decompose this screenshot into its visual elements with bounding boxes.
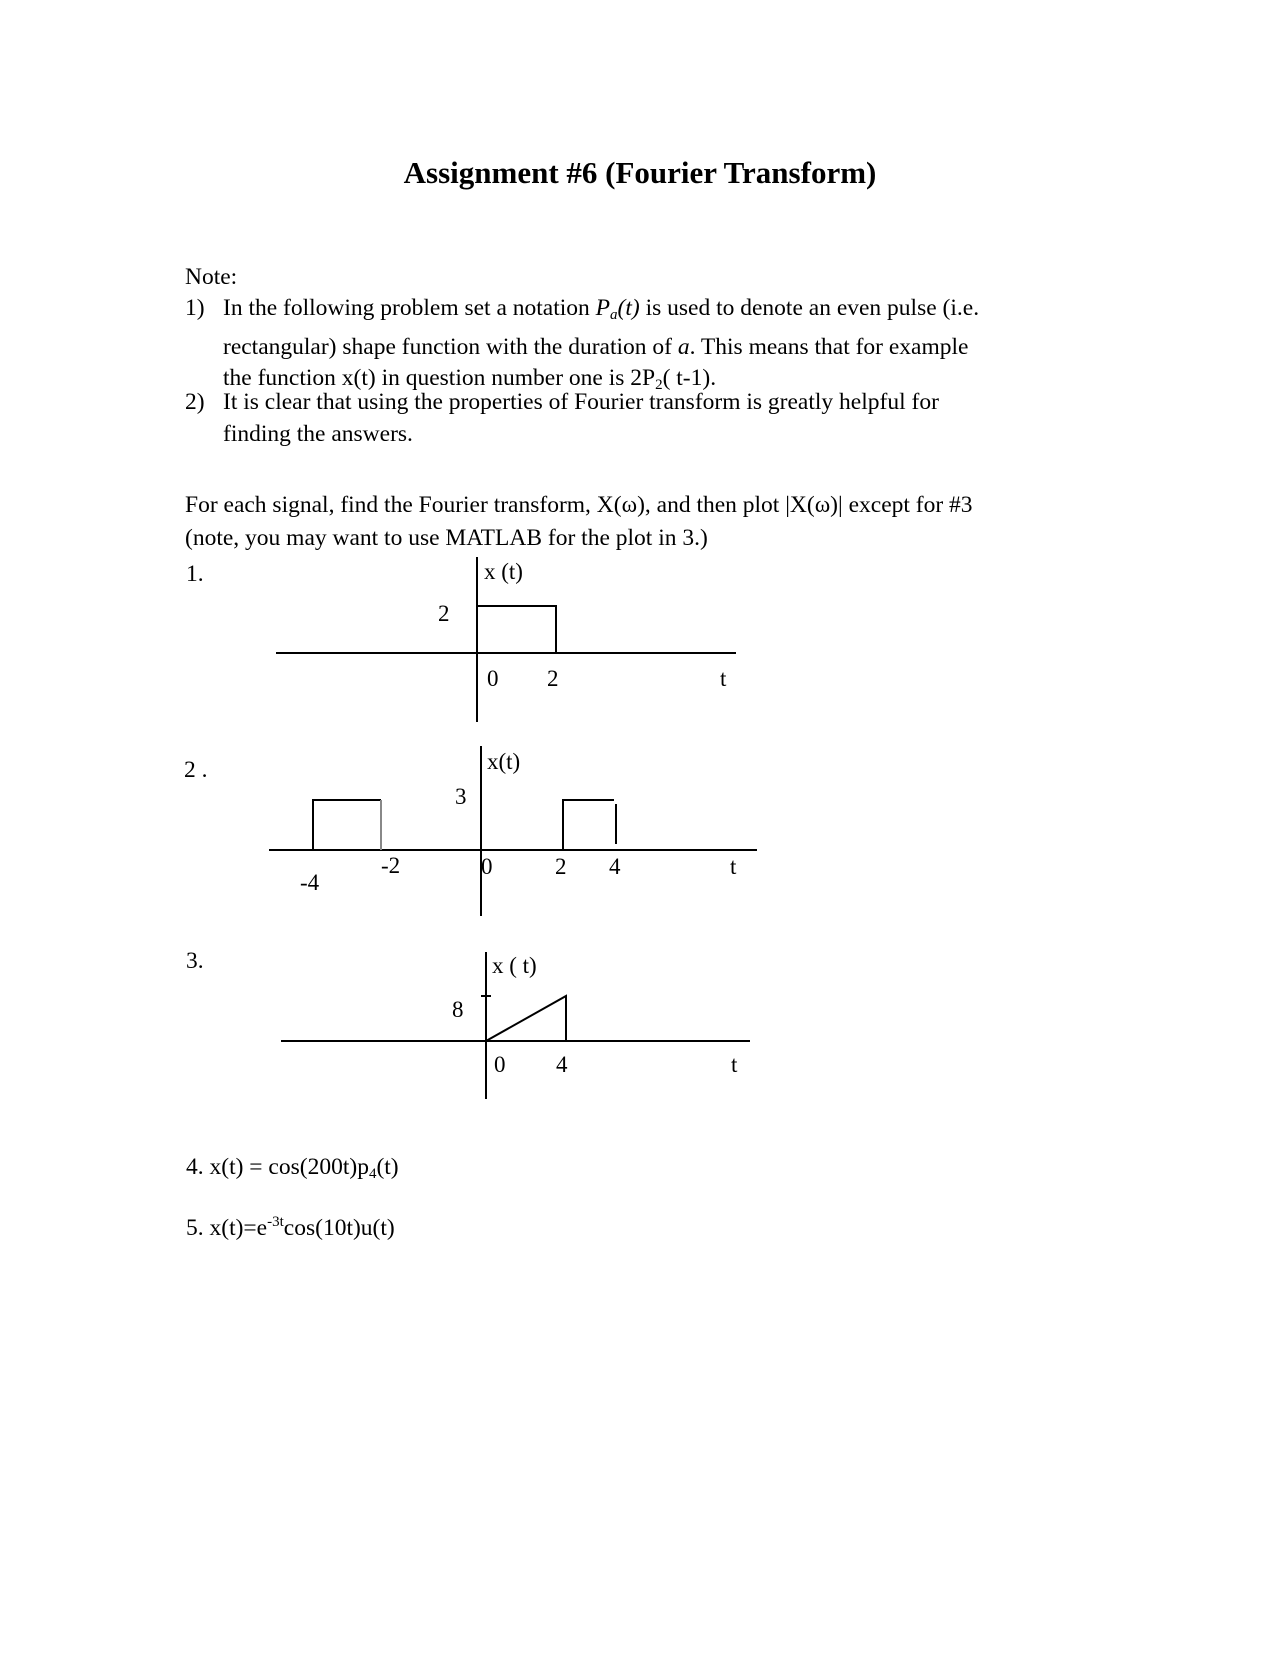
equation-text: 4. x(t) = cos(200t)p xyxy=(186,1154,369,1180)
note-text: the function x(t) in question number one is 2P xyxy=(223,365,656,391)
fig2-tick-label: 4 xyxy=(609,854,621,879)
fig3-level-label: 8 xyxy=(452,997,464,1022)
fig2-level-label: 3 xyxy=(455,784,467,809)
fig1-tick-label: 0 xyxy=(487,666,499,691)
fig1-level-label: 2 xyxy=(438,601,450,626)
note-line: finding the answers. xyxy=(223,420,413,447)
note-text: ( t-1). xyxy=(662,365,717,391)
problem-1-number: 1. xyxy=(186,561,204,587)
problem-3-number: 3. xyxy=(186,948,204,974)
fig1-tick-label: 2 xyxy=(547,666,559,691)
pulse-subscript: a xyxy=(610,307,618,323)
fig1-t-label: t xyxy=(720,666,727,691)
fig2-tick-label: 2 xyxy=(555,854,567,879)
instructions-line: For each signal, find the Fourier transform, X(ω), and then plot |X(ω)| except for #3 xyxy=(185,492,973,518)
fig3-t-label: t xyxy=(731,1052,738,1077)
note-line: It is clear that using the properties of Fourier transform is greatly helpful for xyxy=(223,389,939,415)
problem-2-number: 2 . xyxy=(184,757,208,783)
fig3-tick-label: 0 xyxy=(494,1052,506,1077)
equation-superscript: -3t xyxy=(267,1214,284,1230)
page-title: Assignment #6 (Fourier Transform) xyxy=(403,155,877,190)
fig2-tick-label: -2 xyxy=(381,853,401,878)
note-label: Note: xyxy=(185,264,238,290)
problem-5 xyxy=(186,1214,395,1242)
problem-4 xyxy=(186,1154,399,1183)
pulse-subscript: 2 xyxy=(655,377,663,393)
fig2-t-label: t xyxy=(730,854,737,879)
fig3-tick-label: 4 xyxy=(556,1052,568,1077)
instructions-line: (note, you may want to use MATLAB for the plot in 3.) xyxy=(185,524,708,551)
fig1-ylabel: x (t) xyxy=(484,559,523,584)
pulse-argument: (t) xyxy=(617,295,640,321)
equation-text: (t) xyxy=(376,1154,399,1180)
fig2-tick-label: -4 xyxy=(300,870,320,895)
note-text: is used to denote an even pulse (i.e. xyxy=(639,295,980,321)
equation-text: 5. x(t)=e xyxy=(186,1215,268,1241)
duration-variable: a xyxy=(677,333,690,360)
fig1-pulse xyxy=(477,606,556,653)
note-text: In the following problem set a notation xyxy=(223,295,596,321)
fig2-tick-label: 0 xyxy=(481,854,493,879)
fig2-pulse-left xyxy=(313,800,381,850)
pulse-symbol: P xyxy=(595,295,611,321)
note-number: 2) xyxy=(185,389,205,415)
fig2-pulse-right xyxy=(563,800,614,850)
equation-subscript: 4 xyxy=(368,1166,377,1182)
fig3-ramp xyxy=(486,996,566,1041)
fig3-ylabel: x ( t) xyxy=(492,953,537,978)
equation-text: cos(10t)u(t) xyxy=(283,1215,395,1241)
note-number: 1) xyxy=(185,295,205,321)
note-text: rectangular) shape function with the duration of xyxy=(223,333,678,360)
note-text: . This means that for example xyxy=(689,333,969,360)
fig2-ylabel: x(t) xyxy=(487,749,521,774)
